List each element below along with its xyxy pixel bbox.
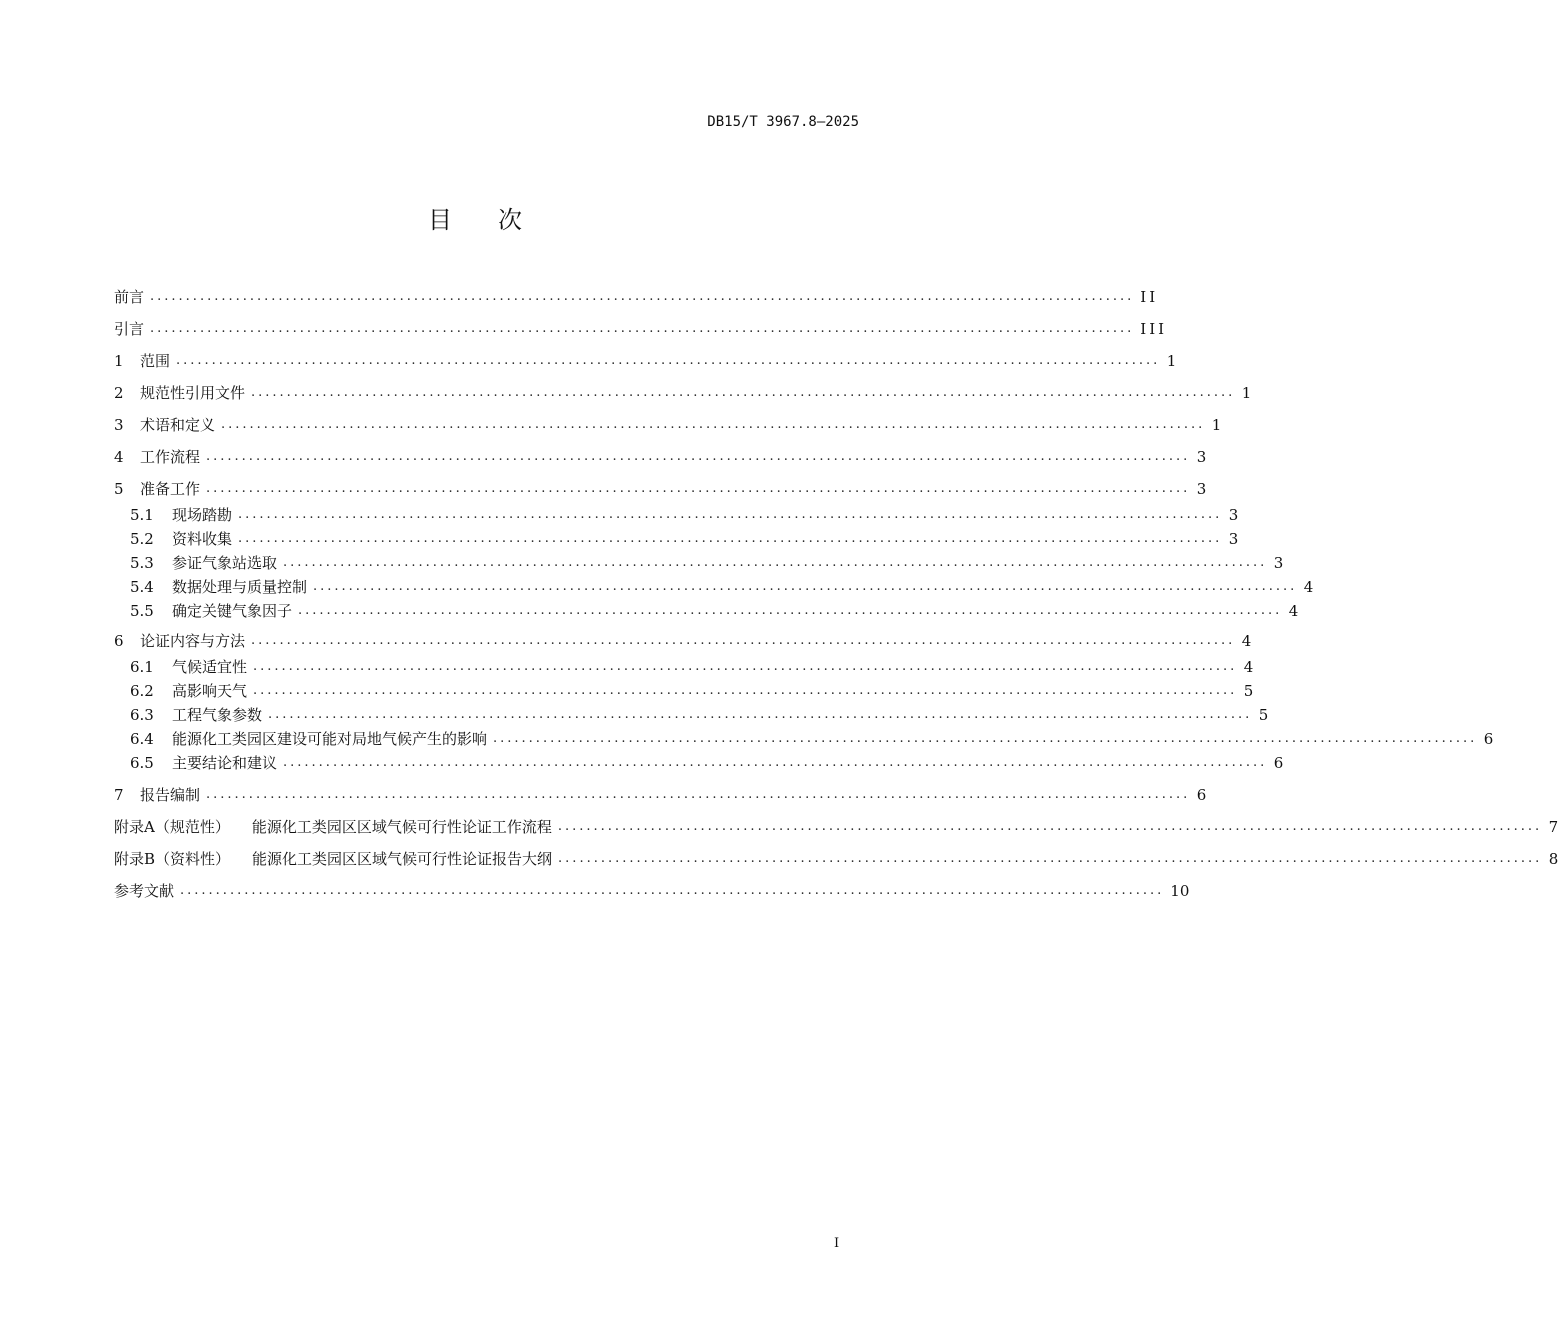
toc-label: 工作流程 bbox=[140, 448, 201, 466]
toc-leader-dots: .......................................................................................................................................... bbox=[150, 289, 1135, 304]
appendix-a-title: 能源化工类园区区域气候可行性论证工作流程 bbox=[251, 818, 552, 836]
toc-label bbox=[114, 848, 552, 870]
toc-entry-6-5[interactable] bbox=[130, 752, 1284, 774]
toc-page: 5 bbox=[1243, 682, 1254, 700]
toc-label bbox=[114, 816, 552, 838]
toc-leader-dots: .......................................................................................................................................... bbox=[251, 633, 1236, 648]
toc-number: 5 bbox=[114, 480, 124, 498]
toc-number: 4 bbox=[114, 448, 124, 466]
toc-label: 工程气象参数 bbox=[172, 706, 263, 724]
toc-leader-dots: .......................................................................................................................................... bbox=[176, 353, 1161, 368]
toc-leader-dots: .......................................................................................................................................... bbox=[221, 417, 1206, 432]
toc-page: 6 bbox=[1273, 754, 1284, 772]
toc-leader-dots: .......................................................................................................................................... bbox=[558, 851, 1543, 866]
toc-label: 高影响天气 bbox=[172, 682, 248, 700]
toc-page: 6 bbox=[1483, 730, 1494, 748]
toc-label: 论证内容与方法 bbox=[140, 632, 246, 650]
toc-number: 5.1 bbox=[130, 506, 154, 524]
toc-page: 6 bbox=[1196, 786, 1207, 804]
toc-leader-dots: .......................................................................................................................................... bbox=[313, 579, 1298, 594]
toc-page: 3 bbox=[1196, 448, 1207, 466]
toc-entry-2[interactable] bbox=[114, 382, 1252, 404]
toc-page: 1 bbox=[1211, 416, 1222, 434]
page-number: I bbox=[834, 1236, 840, 1251]
toc-number: 5.5 bbox=[130, 602, 154, 620]
toc-entry-introduction[interactable] bbox=[114, 318, 1168, 340]
toc-page: 4 bbox=[1288, 602, 1299, 620]
toc-page: 7 bbox=[1548, 818, 1558, 836]
toc-entry-5[interactable] bbox=[114, 478, 1207, 500]
toc-entry-4[interactable] bbox=[114, 446, 1207, 468]
toc-number: 1 bbox=[114, 352, 124, 370]
toc-page: 4 bbox=[1303, 578, 1314, 596]
toc-entry-6-1[interactable] bbox=[130, 656, 1254, 678]
toc-label: 前言 bbox=[114, 288, 145, 306]
toc-page: 3 bbox=[1273, 554, 1284, 572]
toc-label: 规范性引用文件 bbox=[140, 384, 246, 402]
toc-leader-dots: .......................................................................................................................................... bbox=[283, 755, 1268, 770]
toc-entry-appendix-a[interactable] bbox=[114, 816, 1558, 838]
toc-number: 5.4 bbox=[130, 578, 154, 596]
toc-page: 3 bbox=[1228, 530, 1239, 548]
toc-label: 确定关键气象因子 bbox=[172, 602, 293, 620]
toc-page: 3 bbox=[1196, 480, 1207, 498]
toc-leader-dots: .......................................................................................................................................... bbox=[238, 531, 1223, 546]
toc-entry-5-2[interactable] bbox=[130, 528, 1239, 550]
toc-number: 5.2 bbox=[130, 530, 154, 548]
toc-page: 10 bbox=[1170, 882, 1190, 900]
toc-leader-dots: .......................................................................................................................................... bbox=[283, 555, 1268, 570]
appendix-b-title: 能源化工类园区区域气候可行性论证报告大纲 bbox=[252, 850, 553, 868]
toc-label: 资料收集 bbox=[172, 530, 233, 548]
toc-entry-appendix-b[interactable] bbox=[114, 848, 1558, 870]
toc-entry-references[interactable] bbox=[114, 880, 1190, 902]
toc-number: 7 bbox=[114, 786, 124, 804]
toc-page: 1 bbox=[1241, 384, 1252, 402]
toc-number: 6 bbox=[114, 632, 124, 650]
toc-page: 1 bbox=[1166, 352, 1177, 370]
toc-label: 气候适宜性 bbox=[172, 658, 248, 676]
toc-leader-dots: .......................................................................................................................................... bbox=[268, 707, 1253, 722]
toc-entry-3[interactable] bbox=[114, 414, 1222, 436]
toc-leader-dots: .......................................................................................................................................... bbox=[557, 819, 1543, 834]
toc-leader-dots: .......................................................................................................................................... bbox=[206, 787, 1191, 802]
toc-entry-7[interactable] bbox=[114, 784, 1207, 806]
toc-entry-6-3[interactable] bbox=[130, 704, 1269, 726]
toc-label: 准备工作 bbox=[140, 480, 201, 498]
toc-number: 6.3 bbox=[130, 706, 154, 724]
toc-leader-dots: .......................................................................................................................................... bbox=[206, 449, 1191, 464]
toc-label: 范围 bbox=[140, 352, 171, 370]
toc-entry-foreword[interactable] bbox=[114, 286, 1159, 308]
toc-label: 参考文献 bbox=[114, 882, 175, 900]
title-char-2: 次 bbox=[498, 206, 522, 234]
toc-label: 报告编制 bbox=[140, 786, 201, 804]
toc-leader-dots: .......................................................................................................................................... bbox=[206, 481, 1191, 496]
toc-entry-6[interactable] bbox=[114, 630, 1252, 652]
toc-label: 术语和定义 bbox=[140, 416, 216, 434]
toc-page: II bbox=[1140, 288, 1159, 306]
toc-label: 现场踏勘 bbox=[172, 506, 233, 524]
toc-label: 数据处理与质量控制 bbox=[172, 578, 308, 596]
toc-leader-dots: .......................................................................................................................................... bbox=[238, 507, 1223, 522]
toc-entry-5-3[interactable] bbox=[130, 552, 1284, 574]
toc-page: III bbox=[1140, 320, 1168, 338]
toc-leader-dots: .......................................................................................................................................... bbox=[251, 385, 1236, 400]
appendix-a-tag: 附录A（规范性） bbox=[114, 818, 230, 836]
title-char-1: 目 bbox=[428, 206, 452, 234]
toc-number: 6.5 bbox=[130, 754, 154, 772]
toc-page: 8 bbox=[1548, 850, 1558, 868]
toc-entry-5-4[interactable] bbox=[130, 576, 1314, 598]
toc-leader-dots: .......................................................................................................................................... bbox=[180, 883, 1165, 898]
toc-number: 2 bbox=[114, 384, 124, 402]
toc-number: 6.4 bbox=[130, 730, 154, 748]
toc-entry-5-5[interactable] bbox=[130, 600, 1299, 622]
toc-label: 能源化工类园区建设可能对局地气候产生的影响 bbox=[172, 730, 488, 748]
toc-number: 5.3 bbox=[130, 554, 154, 572]
appendix-b-tag: 附录B（资料性） bbox=[114, 850, 231, 868]
toc-leader-dots: .......................................................................................................................................... bbox=[150, 321, 1135, 336]
document-code: DB15/T 3967.8—2025 bbox=[707, 114, 859, 130]
toc-page: 3 bbox=[1228, 506, 1239, 524]
toc-number: 6.1 bbox=[130, 658, 154, 676]
toc-label: 主要结论和建议 bbox=[172, 754, 278, 772]
toc-leader-dots: .......................................................................................................................................... bbox=[253, 683, 1238, 698]
toc-number: 3 bbox=[114, 416, 124, 434]
toc-leader-dots: .......................................................................................................................................... bbox=[298, 603, 1283, 618]
toc-label: 参证气象站选取 bbox=[172, 554, 278, 572]
toc-entry-1[interactable] bbox=[114, 350, 1177, 372]
toc-leader-dots: .......................................................................................................................................... bbox=[493, 731, 1478, 746]
toc-page: 4 bbox=[1243, 658, 1254, 676]
toc-entry-6-4[interactable] bbox=[130, 728, 1494, 750]
toc-label: 引言 bbox=[114, 320, 145, 338]
toc-entry-6-2[interactable] bbox=[130, 680, 1254, 702]
toc-entry-5-1[interactable] bbox=[130, 504, 1239, 526]
page-title bbox=[0, 200, 950, 235]
toc-page: 5 bbox=[1258, 706, 1269, 724]
toc-page: 4 bbox=[1241, 632, 1252, 650]
toc-leader-dots: .......................................................................................................................................... bbox=[253, 659, 1238, 674]
toc-number: 6.2 bbox=[130, 682, 154, 700]
